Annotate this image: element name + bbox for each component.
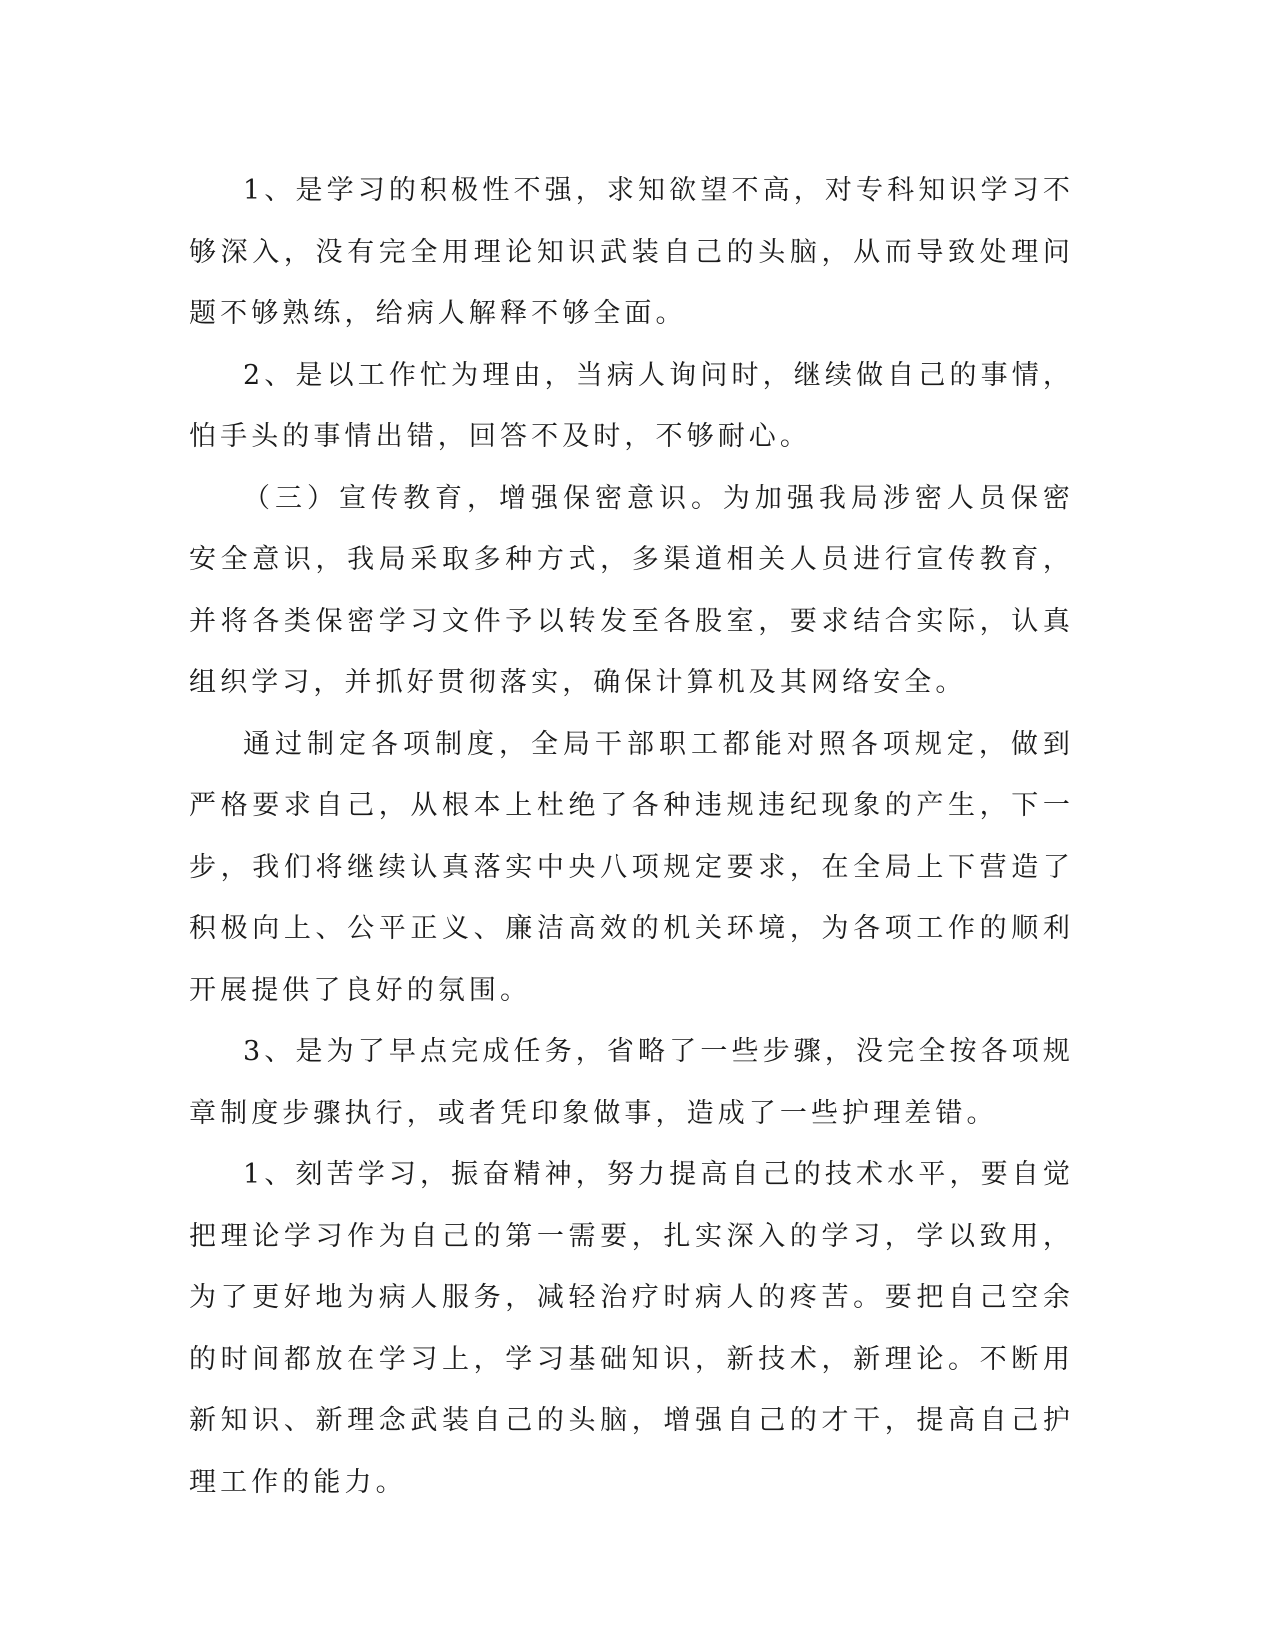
paragraph-2: 2、是以工作忙为理由，当病人询问时，继续做自己的事情，怕手头的事情出错，回答不及时，不够耐心。 <box>189 359 1074 452</box>
paragraph-6: 1、刻苦学习，振奋精神，努力提高自己的技术水平，要自觉把理论学习作为自己的第一需要，扎实深入的学习，学以致用，为了更好地为病人服务，减轻治疗时病人的疼苦。要把自己空余的时间都放在学习上，学习基础知识，新技术，新理论。不断用新知识、新理念武装自己的头脑，增强自己的才干，提高自己护理工作的能力。 <box>189 1159 1074 1498</box>
paragraph-3: （三）宣传教育，增强保密意识。为加强我局涉密人员保密安全意识，我局采取多种方式，多渠道相关人员进行宣传教育，并将各类保密学习文件予以转发至各股室，要求结合实际，认真组织学习，并抓好贯彻落实，确保计算机及其网络安全。 <box>189 482 1074 698</box>
paragraph-5: 3、是为了早点完成任务，省略了一些步骤，没完全按各项规章制度步骤执行，或者凭印象做事，造成了一些护理差错。 <box>189 1036 1074 1129</box>
paragraph-4: 通过制定各项制度，全局干部职工都能对照各项规定，做到严格要求自己，从根本上杜绝了各种违规违纪现象的产生，下一步，我们将继续认真落实中央八项规定要求，在全局上下营造了积极向上、公平正义、廉洁高效的机关环境，为各项工作的顺利开展提供了良好的氛围。 <box>189 728 1074 1006</box>
document-body <box>189 160 1074 1513</box>
paragraph-1: 1、是学习的积极性不强，求知欲望不高，对专科知识学习不够深入，没有完全用理论知识武装自己的头脑，从而导致处理问题不够熟练，给病人解释不够全面。 <box>189 175 1074 329</box>
